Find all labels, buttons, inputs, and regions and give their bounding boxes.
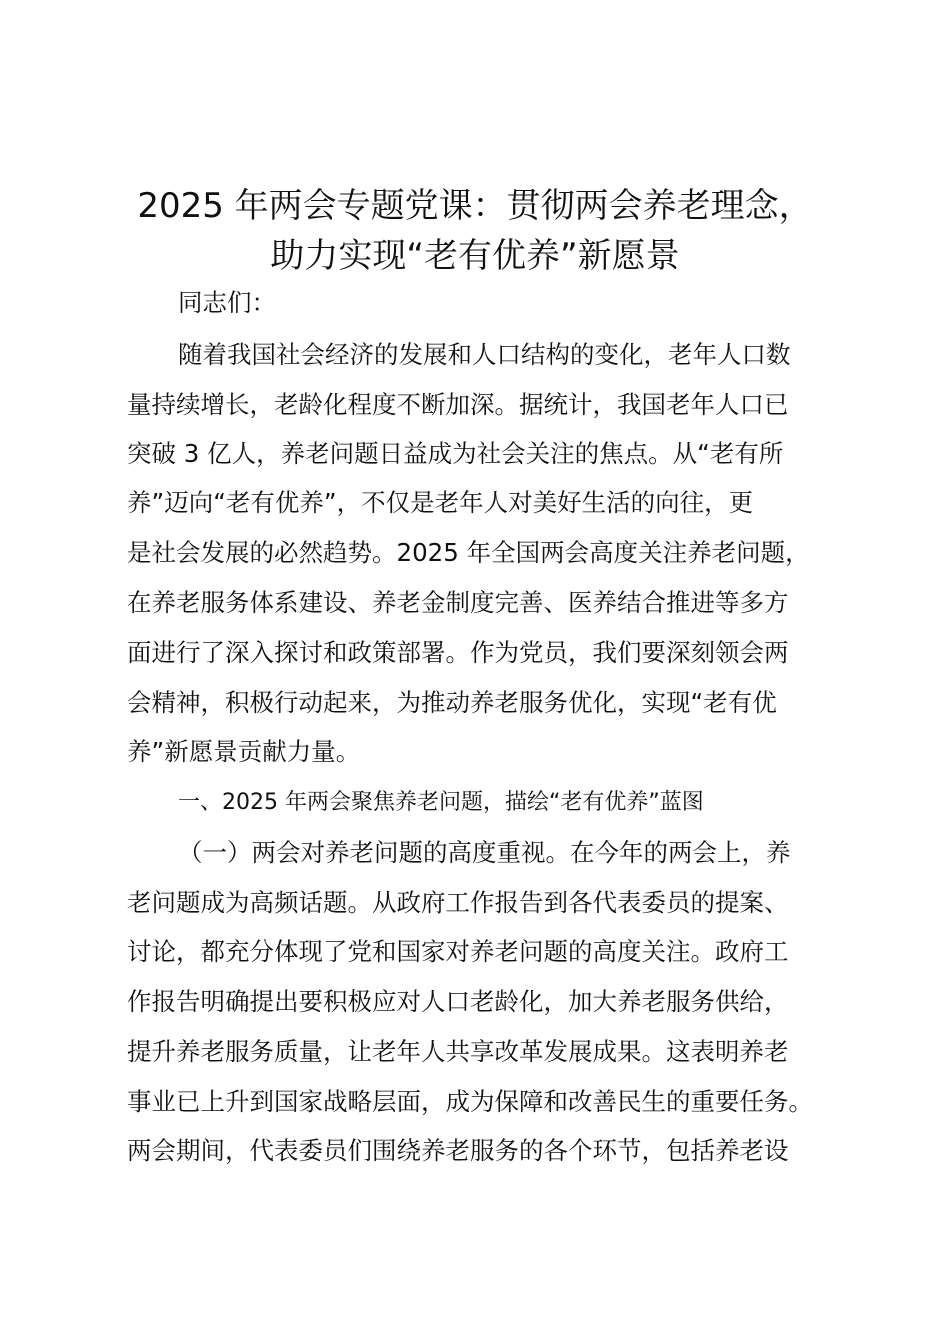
section-1-paragraph-line: 两会期间，代表委员们围绕养老服务的各个环节，包括养老设 xyxy=(127,1136,789,1165)
intro-paragraph-line: 养”新愿景贡献力量。 xyxy=(127,737,361,766)
intro-paragraph-line: 养”迈向“老有优养”，不仅是老年人对美好生活的向往，更 xyxy=(127,488,754,517)
intro-paragraph-line: 会精神，积极行动起来，为推动养老服务优化，实现“老有优 xyxy=(127,688,777,717)
document-title-line-1: 2025 年两会专题党课：贯彻两会养老理念， xyxy=(137,186,813,226)
section-1-paragraph-line: （一）两会对养老问题的高度重视。在今年的两会上，养 xyxy=(178,838,791,867)
section-1-heading: 一、2025 年两会聚焦养老问题，描绘“老有优养”蓝图 xyxy=(178,790,704,815)
section-1-paragraph-line: 作报告明确提出要积极应对人口老龄化，加大养老服务供给， xyxy=(127,987,789,1016)
intro-paragraph-line: 在养老服务体系建设、养老金制度完善、医养结合推进等多方 xyxy=(127,588,789,617)
salutation: 同志们： xyxy=(178,288,276,317)
section-1-paragraph-line: 提升养老服务质量，让老年人共享改革发展成果。这表明养老 xyxy=(127,1037,789,1066)
intro-paragraph-line: 量持续增长，老龄化程度不断加深。据统计，我国老年人口已 xyxy=(127,390,789,419)
intro-paragraph-line: 是社会发展的必然趋势。2025 年全国两会高度关注养老问题， xyxy=(127,538,810,567)
section-1-paragraph-line: 事业已上升到国家战略层面，成为保障和改善民生的重要任务。 xyxy=(127,1087,813,1116)
document-title-line-2: 助力实现“老有优养”新愿景 xyxy=(270,236,680,276)
intro-paragraph-line: 面进行了深入探讨和政策部署。作为党员，我们要深刻领会两 xyxy=(127,638,789,667)
section-1-paragraph-line: 讨论，都充分体现了党和国家对养老问题的高度关注。政府工 xyxy=(127,937,789,966)
section-1-paragraph-line: 老问题成为高频话题。从政府工作报告到各代表委员的提案、 xyxy=(127,888,789,917)
intro-paragraph-line: 突破 3 亿人，养老问题日益成为社会关注的焦点。从“老有所 xyxy=(127,439,784,468)
intro-paragraph-line: 随着我国社会经济的发展和人口结构的变化，老年人口数 xyxy=(178,340,791,369)
